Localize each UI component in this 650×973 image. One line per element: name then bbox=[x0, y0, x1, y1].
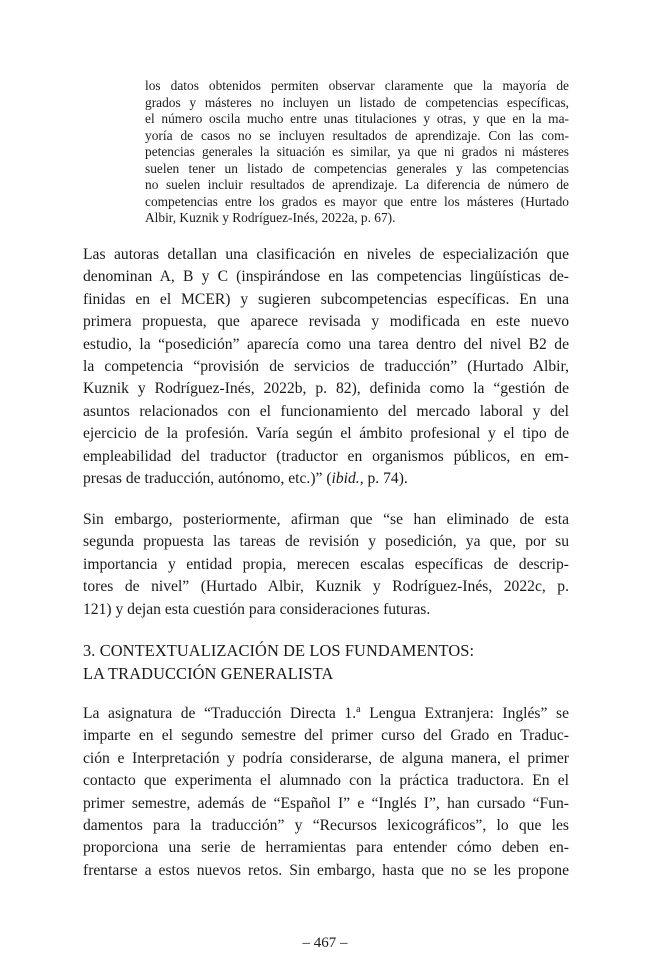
paragraph-line: primer semestre, además de “Español I” e “Inglés I”, han cursado “Fun- bbox=[83, 794, 569, 812]
quote-line: suelen tener un listado de competencias generales y las competencias bbox=[145, 160, 569, 176]
superscript: a bbox=[356, 703, 361, 715]
paragraph-line: damentos para la traducción” y “Recursos lexicográficos”, lo que les bbox=[83, 817, 569, 835]
text-run: p. 74). bbox=[363, 470, 408, 488]
paragraph-line: imparte en el segundo semestre del primer curso del Grado en Traduc- bbox=[83, 727, 569, 745]
quote-line: el número oscila mucho entre unas titulaciones y otras, y que en la ma- bbox=[145, 111, 569, 127]
paragraph-line: tores de nivel” (Hurtado Albir, Kuznik y Rodríguez-Inés, 2022c, p. bbox=[83, 578, 569, 596]
page-number: – 467 – bbox=[302, 935, 348, 951]
paragraph-line: la competencia “provisión de servicios de traducción” (Hurtado Albir, bbox=[83, 358, 569, 376]
paragraph-line: empleabilidad del traductor (traductor en organismos públicos, en em- bbox=[83, 447, 569, 465]
section-heading-line: 3. CONTEXTUALIZACIÓN DE LOS FUNDAMENTOS: bbox=[83, 641, 475, 660]
paragraph-course bbox=[83, 703, 569, 882]
paragraph-revision bbox=[83, 509, 569, 621]
paragraph-line: Las autoras detallan una clasificación en niveles de especialización que bbox=[83, 246, 569, 263]
text-run: La asignatura de “Traducción Directa 1. bbox=[83, 705, 357, 722]
paragraph-line: Sin embargo, posteriormente, afirman que “se han eliminado de esta bbox=[83, 511, 569, 528]
paragraph-line: frentarse a estos nuevos retos. Sin embargo, hasta que no se les propone bbox=[83, 861, 569, 879]
quote-line: no suelen incluir resultados de aprendizaje. La diferencia de número de bbox=[145, 177, 569, 193]
paragraph-line: proporciona una serie de herramientas para entender cómo deben en- bbox=[83, 839, 569, 857]
paragraph-line: contacto que experimenta el alumnado con la práctica traductora. En el bbox=[83, 772, 569, 790]
quote-line: yoría de casos no se incluyen resultados de aprendizaje. Con las com- bbox=[145, 127, 569, 143]
paragraph-last-line bbox=[83, 468, 569, 490]
text-run: Lengua Extranjera: Inglés” se bbox=[360, 705, 569, 722]
paragraph-line: finidas en el MCER) y sugieren subcompetencias específicas. En una bbox=[83, 290, 569, 308]
paragraph-line: ción e Interpretación y podría considerarse, de alguna manera, el primer bbox=[83, 749, 569, 767]
paragraph-line: ejercicio de la profesión. Varía según el ámbito profesional y el tipo de bbox=[83, 425, 569, 443]
quote-line: petencias generales la situación es similar, ya que ni grados ni másteres bbox=[145, 144, 569, 160]
paragraph-line: Kuznik y Rodríguez-Inés, 2022b, p. 82), definida como la “gestión de bbox=[83, 380, 569, 398]
paragraph-first-line bbox=[83, 703, 569, 725]
paragraph-line: primera propuesta, que aparece revisada y modificada en este nuevo bbox=[83, 313, 569, 331]
paragraph-line: importancia y entidad propia, merecen escalas específicas de descrip- bbox=[83, 555, 569, 573]
italic-citation: ibid., bbox=[331, 470, 364, 488]
quote-line: grados y másteres no incluyen un listado de competencias específicas, bbox=[145, 94, 569, 110]
section-heading bbox=[83, 640, 569, 685]
paragraph-line: segunda propuesta las tareas de revisión y posedición, ya que, por su bbox=[83, 533, 569, 551]
quote-line: Albir, Kuznik y Rodríguez-Inés, 2022a, p. 67). bbox=[145, 210, 396, 226]
section-heading-line: LA TRADUCCIÓN GENERALISTA bbox=[83, 663, 334, 683]
paragraph-classification bbox=[83, 244, 569, 490]
paragraph-line: 121) y dejan esta cuestión para consideraciones futuras. bbox=[83, 600, 431, 618]
block-quote bbox=[145, 78, 569, 227]
quote-line: competencias entre los grados es mayor que entre los másteres (Hurtado bbox=[145, 193, 569, 209]
text-run: presas de traducción, autónomo, etc.)” ( bbox=[83, 470, 332, 488]
paragraph-line: estudio, la “posedición” aparecía como una tarea dentro del nivel B2 de bbox=[83, 335, 569, 353]
quote-line: los datos obtenidos permiten observar claramente que la mayoría de bbox=[145, 78, 569, 93]
paragraph-line: asuntos relacionados con el funcionamiento del mercado laboral y del bbox=[83, 402, 569, 420]
paragraph-line: denominan A, B y C (inspirándose en las competencias lingüísticas de- bbox=[83, 268, 569, 286]
